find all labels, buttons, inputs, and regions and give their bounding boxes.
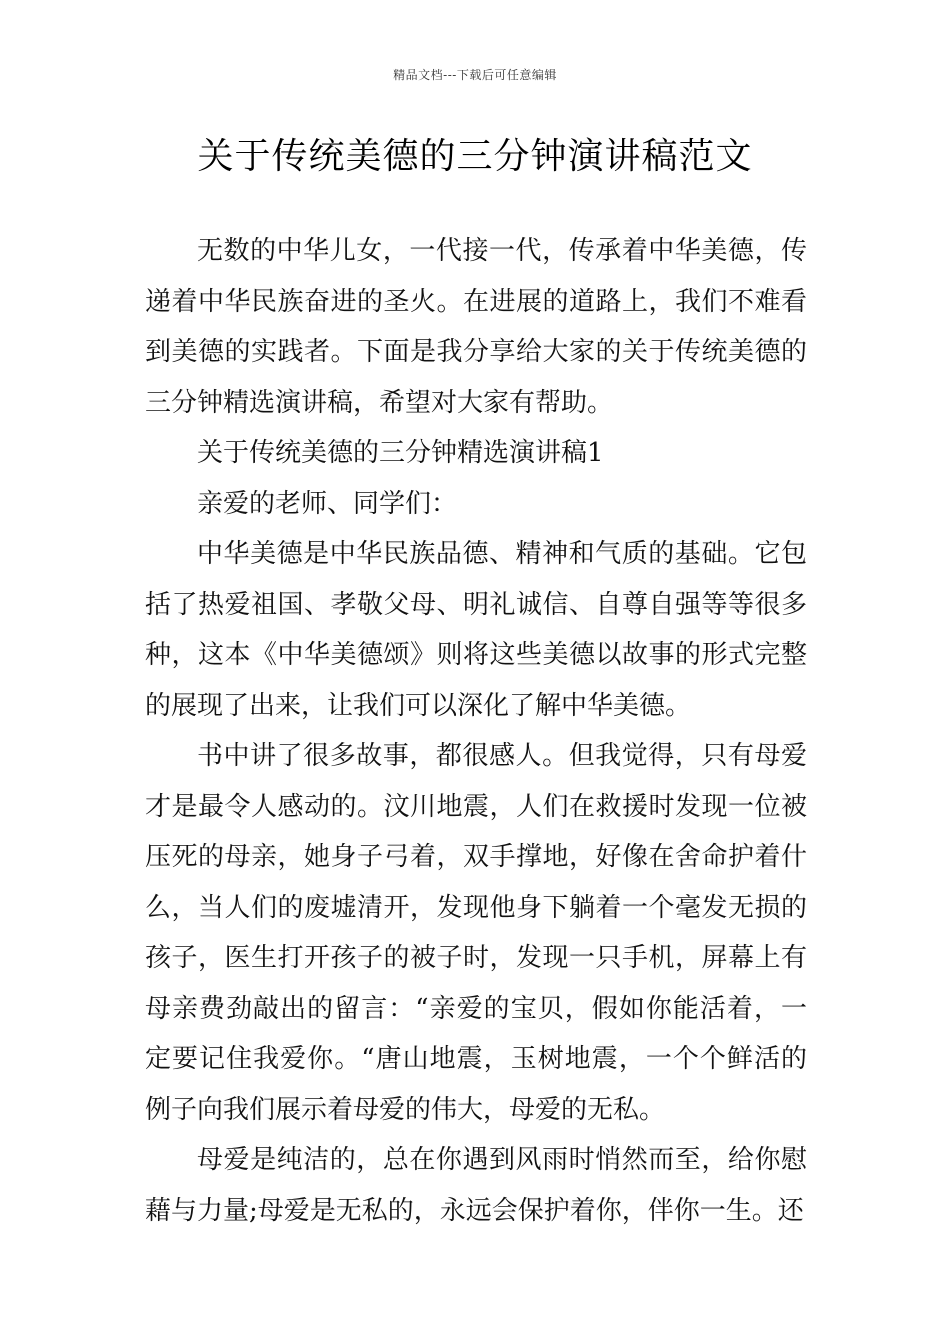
document-body [145, 226, 807, 1236]
salutation: 亲爱的老师、同学们： [197, 488, 458, 519]
page-header-note: 精品文档---下载后可任意编辑 [393, 68, 557, 82]
paragraph: 书中讲了很多故事，都很感人。但我觉得，只有母爱才是最令人感动的。汶川地震，人们在救援时发现一位被压死的母亲，她身子弓着，双手撑地，好像在舍命护着什么，当人们的废墟清开，发现他身下躺着一个毫发无损的孩子，医生打开孩子的被子时，发现一只手机，屏幕上有母亲费劲敲出的留言：“亲爱的宝贝，假如你能活着，一定要记住我爱你。“唐山地震，玉树地震，一个个鲜活的例子向我们展示着母爱的伟大，母爱的无私。 [145, 741, 807, 1125]
paragraph: 中华美德是中华民族品德、精神和气质的基础。它包括了热爱祖国、孝敬父母、明礼诚信、自尊自强等等很多种，这本《中华美德颂》则将这些美德以故事的形式完整的展现了出来，让我们可以深化了解中华美德。 [145, 539, 807, 721]
paragraph-intro: 无数的中华儿女，一代接一代，传承着中华美德，传递着中华民族奋进的圣火。在进展的道路上，我们不难看到美德的实践者。下面是我分享给大家的关于传统美德的三分钟精选演讲稿，希望对大家有帮助。 [145, 236, 807, 418]
section-heading: 关于传统美德的三分钟精选演讲稿1 [197, 438, 604, 468]
document-title: 关于传统美德的三分钟演讲稿范文 [197, 136, 753, 177]
paragraph: 母爱是纯洁的，总在你遇到风雨时悄然而至，给你慰藉与力量;母爱是无私的，永远会保护着你，伴你一生。还 [145, 1145, 807, 1226]
